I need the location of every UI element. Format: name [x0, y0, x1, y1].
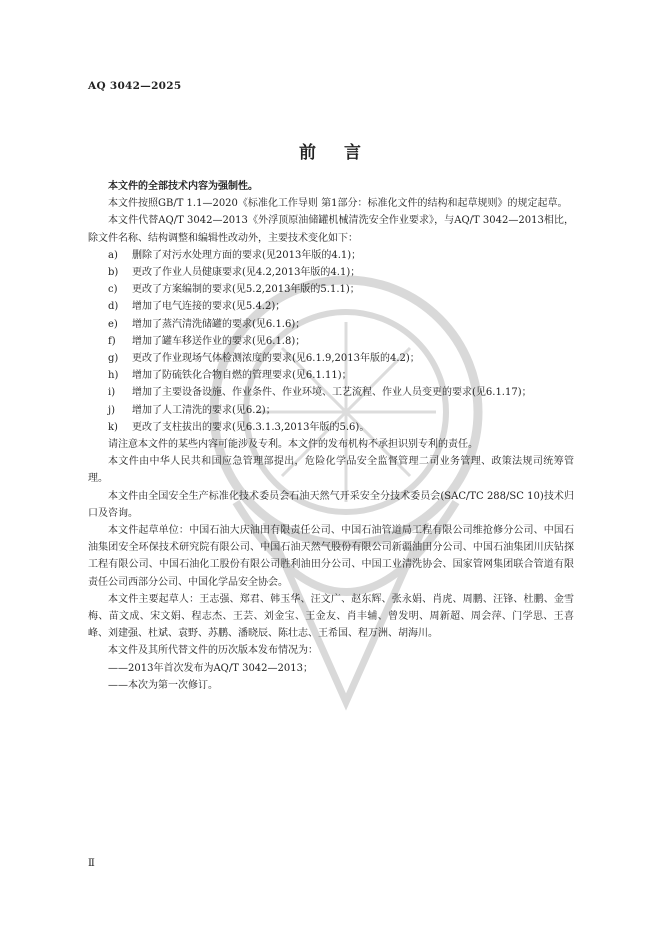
list-item [88, 333, 574, 350]
replacement-paragraph: 本文件代替AQ/T 3042—2013《外浮顶原油储罐机械清洗安全作业要求》，与AQ/T 3042—2013相比，除文件名称、结构调整和编辑性改动外，主要技术变化如下： [88, 215, 574, 244]
history-item: ——本次为第一次修订。 [108, 679, 218, 691]
patent-notice: 请注意本文件的某些内容可能涉及专利。本文件的发布机构不承担识别专利的责任。 [108, 439, 478, 451]
proposer-paragraph: 本文件由中华人民共和国应急管理部提出，危险化学品安全监督管理二司业务管理、政策法规司统筹管理。 [88, 456, 574, 485]
standard-code: AQ 3042—2025 [88, 80, 182, 92]
list-marker: k) [108, 421, 118, 433]
list-text: 更改了作业人员健康要求(见4.2,2013年版的4.1)； [132, 267, 361, 279]
list-item [88, 384, 574, 401]
list-marker: e) [108, 318, 118, 330]
list-item [88, 298, 574, 315]
list-marker: b) [108, 267, 119, 279]
list-text: 增加了罐车移送作业的要求(见6.1.8)； [132, 335, 306, 347]
list-text: 删除了对污水处理方面的要求(见2013年版的4.1)； [132, 249, 362, 261]
list-marker: g) [108, 353, 119, 365]
foreword-body [88, 178, 574, 694]
list-text: 更改了作业现场气体检测浓度的要求(见6.1.9,2013年版的4.2)； [132, 353, 420, 365]
list-marker: f) [108, 335, 116, 347]
list-item [88, 402, 574, 419]
list-item [88, 316, 574, 333]
technical-committee-paragraph: 本文件由全国安全生产标准化技术委员会石油天然气开采安全分技术委员会(SAC/TC 288/SC 10)技术归口及咨询。 [88, 490, 574, 519]
list-marker: j) [108, 404, 116, 416]
list-item [88, 367, 574, 384]
list-text: 增加了主要设备设施、作业条件、作业环境、工艺流程、作业人员变更的要求(见6.1.17)； [132, 387, 532, 399]
list-item [88, 419, 574, 436]
list-text: 增加了蒸汽清洗储罐的要求(见6.1.6)； [132, 318, 306, 330]
history-item: ——2013年首次发布为AQ/T 3042—2013； [108, 662, 313, 674]
title-right-char: 言 [344, 143, 363, 163]
list-item [88, 247, 574, 264]
history-intro: 本文件及其所代替文件的历次版本发布情况为： [108, 645, 318, 657]
list-text: 增加了电气连接的要求(见5.4.2)； [132, 301, 286, 313]
drafters-paragraph: 本文件主要起草人：王志强、郑君、韩玉华、汪文广、赵东辉、张永娟、肖虎、周鹏、汪锋、杜鹏、金雪梅、苗文成、宋文娟、程志杰、王芸、刘金宝、王金友、肖丰辅、曾发明、周新超、周会萍、门学思、王喜峰、刘建强、杜斌、袁野、苏鹏、潘晓辰、陈壮志、王希国、程万洲、胡海川。 [88, 593, 574, 640]
list-text: 更改了方案编制的要求(见5.2,2013年版的5.1.1)； [132, 284, 360, 296]
mandatory-statement: 本文件的全部技术内容为强制性。 [108, 181, 258, 192]
list-item [88, 264, 574, 281]
list-marker: c) [108, 284, 118, 296]
page-title [0, 138, 662, 163]
drafting-units-paragraph: 本文件起草单位：中国石油大庆油田有限责任公司、中国石油管道局工程有限公司维抢修分公司、中国石油集团安全环保技术研究院有限公司、中国石油天然气股份有限公司新疆油田分公司、中国石油集团川庆钻探工程有限公司、中国石油化工股份有限公司胜利油田分公司、中国工业清洗协会、国家管网集团联合管道有限责任公司西部分公司、中国化学品安全协会。 [88, 525, 574, 588]
list-marker: a) [108, 249, 118, 261]
drafting-basis-paragraph: 本文件按照GB/T 1.1—2020《标准化工作导则 第1部分：标准化文件的结构和起草规则》的规定起草。 [108, 198, 568, 210]
changes-list [88, 247, 574, 436]
list-text: 增加了人工清洗的要求(见6.2)； [132, 404, 276, 416]
list-marker: i) [108, 387, 116, 399]
list-text: 更改了支柱拔出的要求(见6.3.1.3,2013年版的5.6)。 [132, 421, 370, 433]
list-marker: h) [108, 370, 119, 382]
page-number: Ⅱ [88, 858, 95, 869]
title-left-char: 前 [299, 143, 318, 163]
list-item [88, 281, 574, 298]
list-marker: d) [108, 301, 119, 313]
list-text: 增加了防硫铁化合物自燃的管理要求(见6.1.11)； [132, 370, 352, 382]
list-item [88, 350, 574, 367]
